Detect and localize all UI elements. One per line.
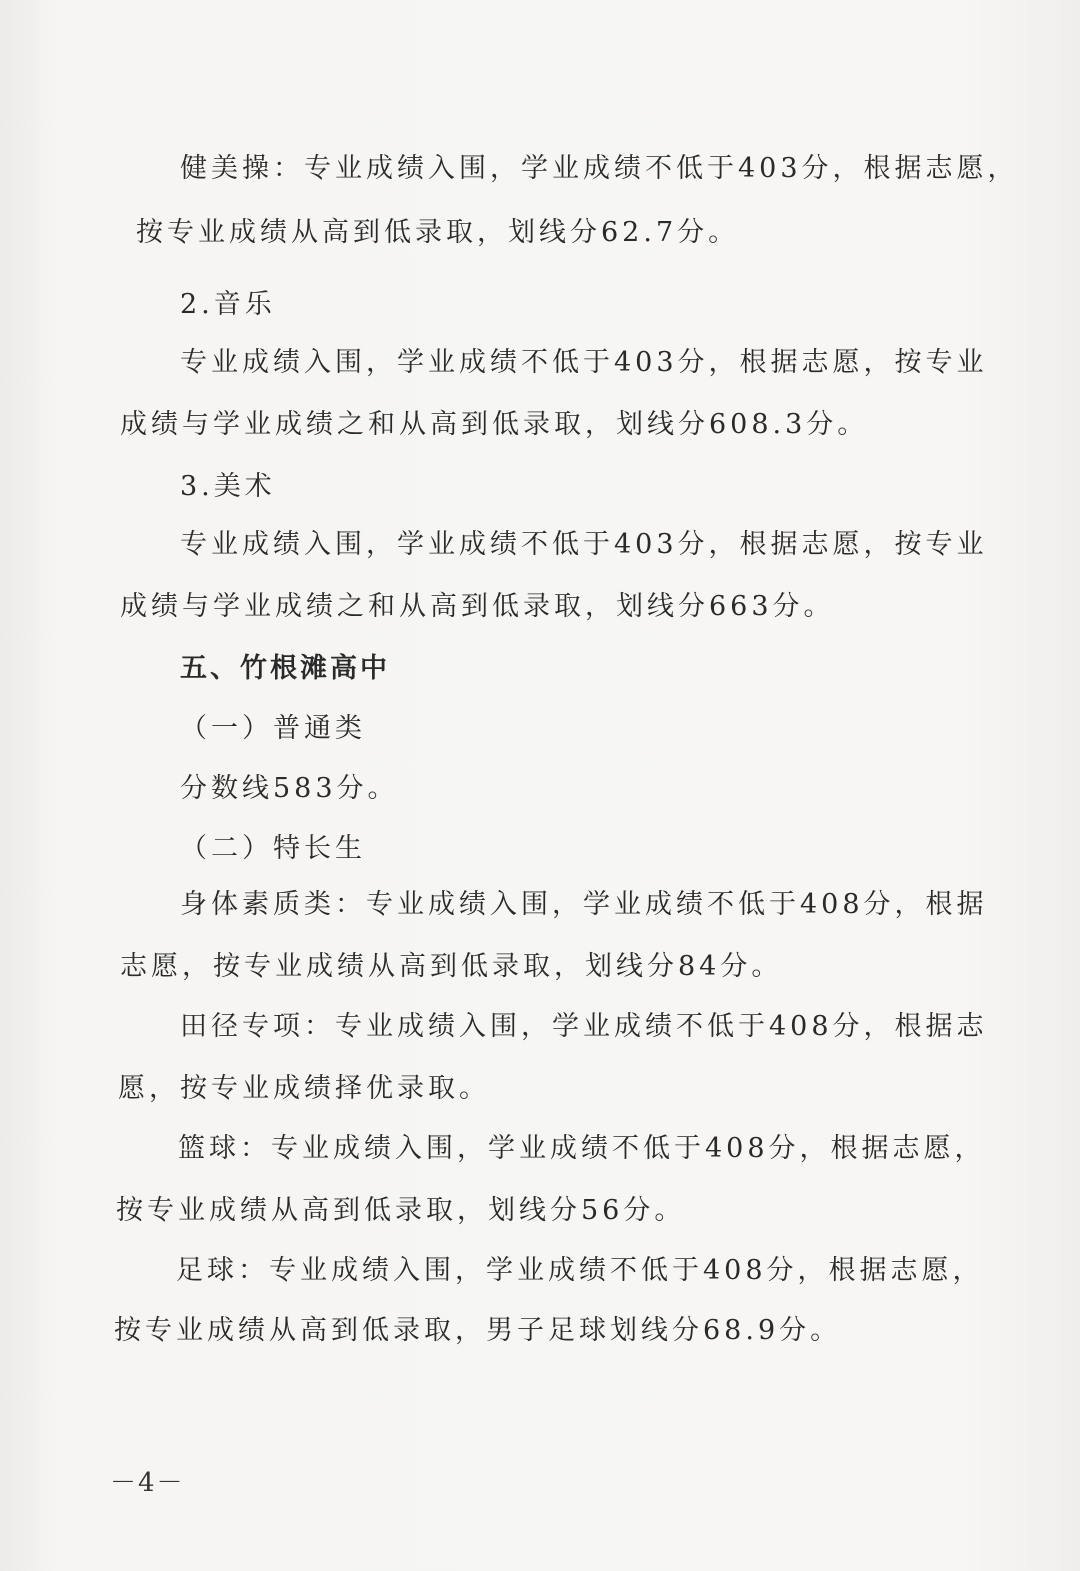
paragraph-line: 按专业成绩从高到低录取，划线分62.7分。 xyxy=(136,217,740,248)
paragraph-line: 分数线583分。 xyxy=(180,773,399,804)
paragraph-line: 健美操：专业成绩入围，学业成绩不低于403分，根据志愿， xyxy=(180,153,1019,184)
subsection-heading: （一）普通类 xyxy=(180,713,366,744)
paragraph-line: 按专业成绩从高到低录取，男子足球划线分68.9分。 xyxy=(114,1315,842,1346)
section-heading: 2.音乐 xyxy=(180,289,276,320)
section-heading: 五、竹根滩高中 xyxy=(180,653,390,684)
paragraph-line: 愿，按专业成绩择优录取。 xyxy=(118,1073,490,1104)
paragraph-line: 篮球：专业成绩入围，学业成绩不低于408分，根据志愿， xyxy=(178,1133,986,1164)
paragraph-line: 成绩与学业成绩之和从高到低录取，划线分663分。 xyxy=(120,591,835,622)
paragraph-line: 成绩与学业成绩之和从高到低录取，划线分608.3分。 xyxy=(120,409,869,440)
paragraph-line: 专业成绩入围，学业成绩不低于403分，根据志愿，按专业 xyxy=(180,529,988,560)
paragraph-line: 足球：专业成绩入围，学业成绩不低于408分，根据志愿， xyxy=(176,1255,984,1286)
paragraph-line: 按专业成绩从高到低录取，划线分56分。 xyxy=(116,1195,686,1226)
paragraph-line: 身体素质类：专业成绩入围，学业成绩不低于408分，根据 xyxy=(180,889,988,920)
page-number: －4－ xyxy=(110,1468,185,1498)
paragraph-line: 专业成绩入围，学业成绩不低于403分，根据志愿，按专业 xyxy=(180,347,988,378)
paragraph-line: 田径专项：专业成绩入围，学业成绩不低于408分，根据志 xyxy=(180,1011,988,1042)
section-heading: 3.美术 xyxy=(180,471,276,502)
subsection-heading: （二）特长生 xyxy=(180,833,366,864)
paragraph-line: 志愿，按专业成绩从高到低录取，划线分84分。 xyxy=(120,951,783,982)
